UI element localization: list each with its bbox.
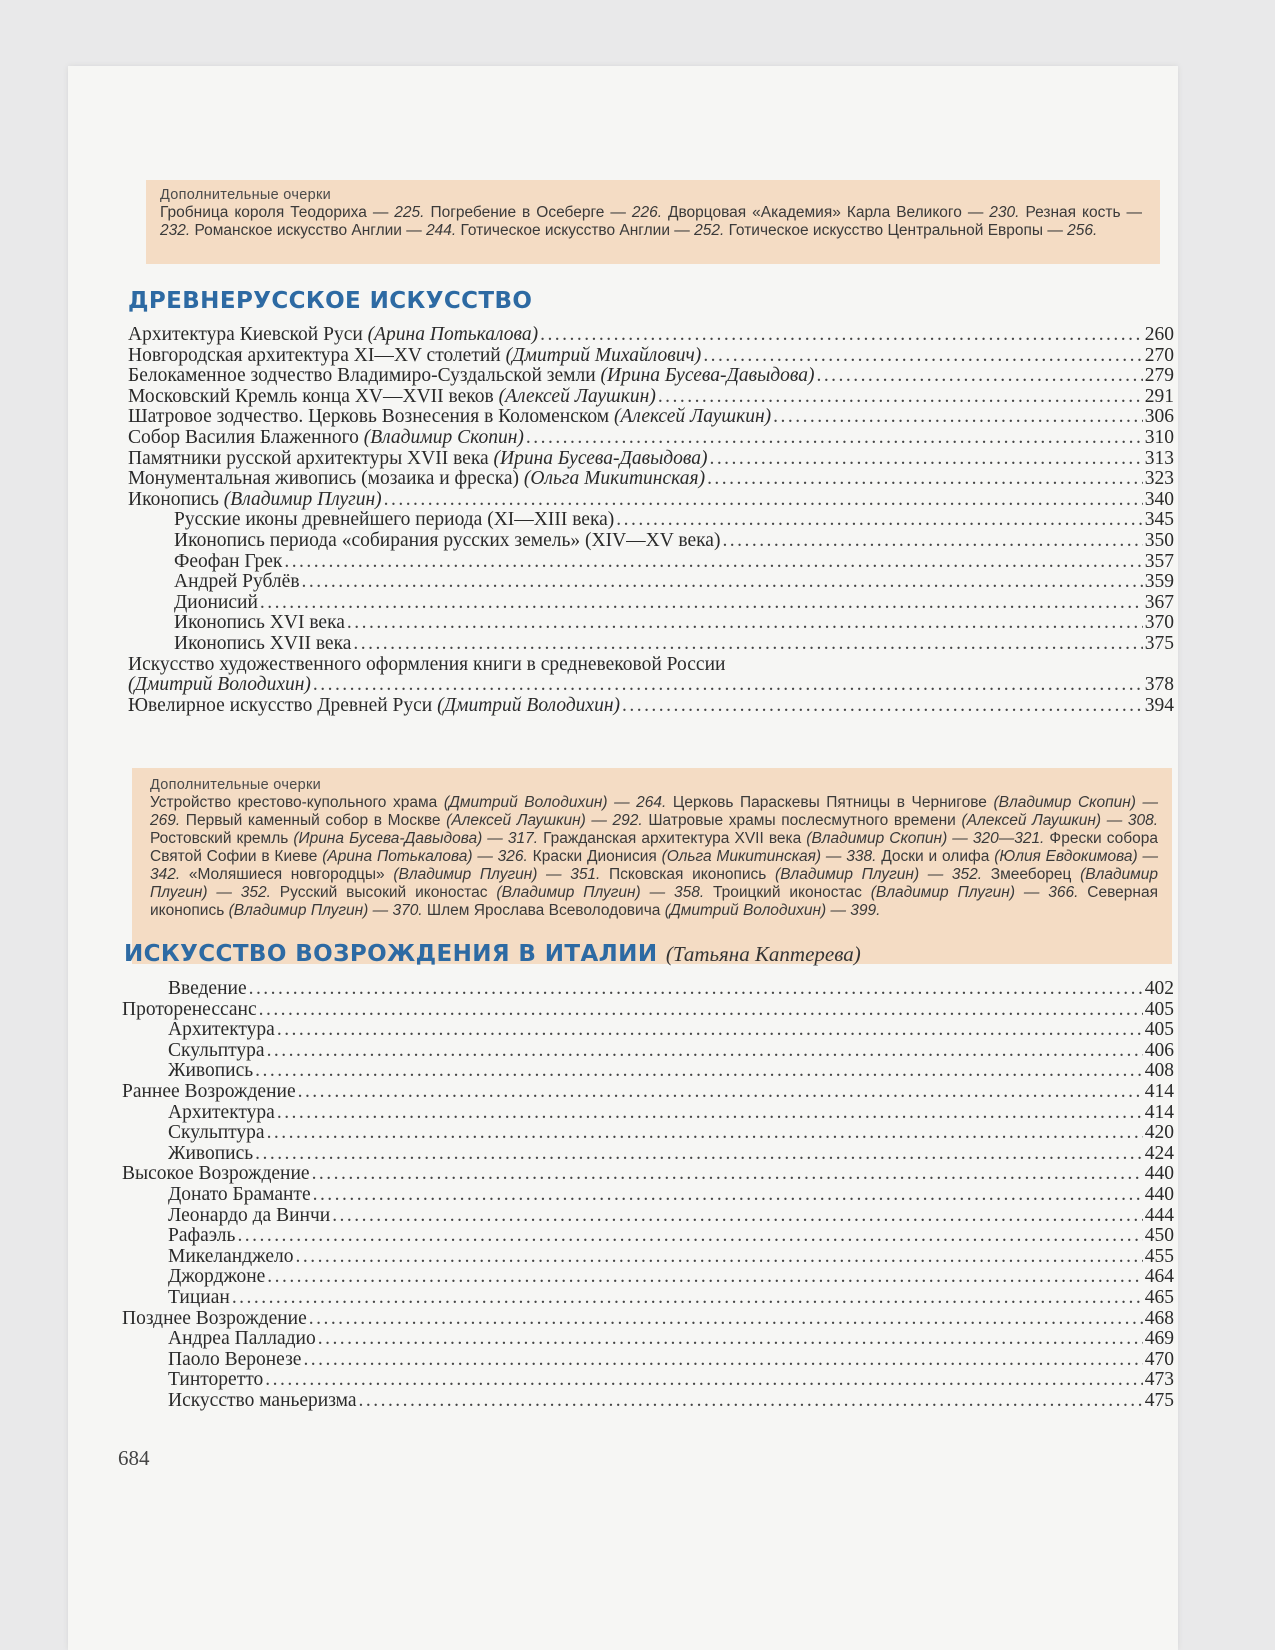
additional-essays-heading: Дополнительные очерки <box>150 777 321 793</box>
toc-italian-renaissance <box>122 979 1174 1411</box>
toc-subentry[interactable]: Дионисий . . . 367 <box>128 593 1174 614</box>
toc-page-number: 470 <box>1144 1348 1174 1370</box>
toc-page-number: 444 <box>1144 1204 1174 1226</box>
toc-subentry[interactable]: Паоло Веронезе . . . 470 <box>122 1350 1174 1371</box>
toc-subentry[interactable]: Тициан . . . 465 <box>122 1288 1174 1309</box>
toc-entry-line2[interactable]: (Дмитрий Володихин) . . . 378 <box>128 675 1174 696</box>
toc-page-number: 402 <box>1144 978 1174 999</box>
toc-entry[interactable]: Московский Кремль конца XV—XVII веков (Алексей Лаушкин) . . . 291 <box>128 387 1174 408</box>
toc-page-number: 420 <box>1144 1122 1174 1144</box>
toc-page-number: 279 <box>1144 365 1174 387</box>
toc-old-russian-art <box>128 325 1174 716</box>
additional-essays-heading: Дополнительные очерки <box>160 187 331 203</box>
toc-subentry[interactable]: Живопись . . . 408 <box>122 1061 1174 1082</box>
toc-page-number: 260 <box>1144 324 1174 345</box>
book-page <box>68 66 1178 1650</box>
toc-page-number: 405 <box>1144 998 1174 1020</box>
toc-page-number: 414 <box>1144 1101 1174 1123</box>
toc-subentry[interactable]: Тинторетто . . . 473 <box>122 1370 1174 1391</box>
toc-page-number: 440 <box>1144 1163 1174 1185</box>
toc-entry[interactable]: Шатровое зодчество. Церковь Вознесения в Коломенском (Алексей Лаушкин) . . . 306 <box>128 407 1174 428</box>
toc-entry[interactable]: Проторенессанс . . . 405 <box>122 1000 1174 1021</box>
toc-page-number: 370 <box>1144 612 1174 634</box>
essay-title: Дворцовая «Академия» Карла Великого — <box>662 204 990 221</box>
essay-page: 256. <box>1067 222 1098 239</box>
toc-page-number: 469 <box>1144 1328 1174 1350</box>
essay-page: 252. <box>694 222 725 239</box>
essay-page: 226. <box>631 204 663 221</box>
toc-subentry[interactable]: Джорджоне . . . 464 <box>122 1267 1174 1288</box>
toc-subentry[interactable]: Леонардо да Винчи . . . 444 <box>122 1206 1174 1227</box>
toc-page-number: 350 <box>1144 529 1174 551</box>
toc-page-number: 345 <box>1144 509 1174 531</box>
page-number: 684 <box>118 1446 150 1470</box>
toc-subentry[interactable]: Архитектура . . . 405 <box>122 1020 1174 1041</box>
section-title-text: ДРЕВНЕРУССКОЕ ИСКУССТВО <box>128 288 533 314</box>
toc-page-number: 367 <box>1144 591 1174 613</box>
toc-entry[interactable]: Белокаменное зодчество Владимиро-Суздальской земли (Ирина Бусева-Давыдова) . . . 279 <box>128 366 1174 387</box>
toc-subentry[interactable]: Скульптура . . . 420 <box>122 1123 1174 1144</box>
toc-page-number: 357 <box>1144 550 1174 572</box>
toc-entry[interactable]: Памятники русской архитектуры XVII века (Ирина Бусева-Давыдова) . . . 313 <box>128 449 1174 470</box>
toc-page-number: 465 <box>1144 1286 1174 1308</box>
toc-page-number: 378 <box>1144 674 1174 696</box>
toc-subentry[interactable]: Микеланджело . . . 455 <box>122 1247 1174 1268</box>
section-title-italian-renaissance <box>124 941 861 967</box>
toc-page-number: 424 <box>1144 1142 1174 1164</box>
toc-page-number: 473 <box>1144 1369 1174 1391</box>
toc-page-number: 310 <box>1144 426 1174 448</box>
toc-page-number: 450 <box>1144 1225 1174 1247</box>
toc-subentry[interactable]: Феофан Грек . . . 357 <box>128 552 1174 573</box>
toc-entry[interactable]: Новгородская архитектура XI—XV столетий (Дмитрий Михайлович) . . . 270 <box>128 346 1174 367</box>
toc-subentry[interactable]: Архитектура . . . 414 <box>122 1103 1174 1124</box>
essay-title: Погребение в Осеберге — <box>424 204 632 221</box>
essay-page: 244. <box>426 222 457 239</box>
additional-essays-box-1 <box>146 180 1160 264</box>
essay-page: 225. <box>394 204 425 221</box>
toc-page-number: 375 <box>1144 632 1174 654</box>
section-title-old-russian-art <box>128 288 532 314</box>
toc-subentry[interactable]: Скульптура . . . 406 <box>122 1041 1174 1062</box>
toc-subentry[interactable]: Андрей Рублёв . . . 359 <box>128 572 1174 593</box>
toc-page-number: 394 <box>1144 694 1174 716</box>
toc-page-number: 291 <box>1144 385 1174 407</box>
toc-subentry[interactable]: Искусство маньеризма . . . 475 <box>122 1391 1174 1412</box>
toc-page-number: 406 <box>1144 1039 1174 1061</box>
toc-subentry[interactable]: Иконопись периода «собирания русских земель» (XIV—XV века) . . . 350 <box>128 531 1174 552</box>
toc-entry[interactable]: Собор Василия Блаженного (Владимир Скопин) . . . 310 <box>128 428 1174 449</box>
toc-subentry[interactable]: Рафаэль . . . 450 <box>122 1226 1174 1247</box>
essay-title: Готическое искусство Центральной Европы — <box>724 222 1068 239</box>
toc-page-number: 475 <box>1144 1389 1174 1411</box>
toc-entry-line1[interactable]: Искусство художественного оформления книги в средневековой России <box>128 653 726 675</box>
essay-page: 230. <box>989 204 1020 221</box>
essay-title: Романское искусство Англии — <box>190 222 427 239</box>
toc-subentry[interactable]: Живопись . . . 424 <box>122 1144 1174 1165</box>
toc-subentry[interactable]: Русские иконы древнейшего периода (XI—XIII века) . . . 345 <box>128 510 1174 531</box>
toc-page-number: 405 <box>1144 1019 1174 1041</box>
section-author: (Татьяна Каптерева) <box>665 942 861 966</box>
toc-page-number: 468 <box>1144 1307 1174 1329</box>
toc-page-number: 414 <box>1144 1080 1174 1102</box>
additional-essays-box-2 <box>132 768 1172 964</box>
additional-essays-text: Устройство крестово-купольного храма (Дмитрий Володихин) — 264. Церковь Параскевы Пятницы в Чернигове (Владимир Скопин) — 269. Первый каменный собор в Москве (Алексей Лаушкин) — 292. Шатровые храмы послесмутного времени (Алексей Лаушкин) — 308. Ростовский кремль (Ирина Бусева-Давыдова) — 317. Гражданская архитектура XVII века (Владимир Скопин) — 320—321. Фрески собора Святой Софии в Киеве (Арина Потькалова) — 326. Краски Дионисия (Ольга Микитинская) — 338. Доски и олифа (Юлия Евдокимова) — 342. «Моляшиеся новгородцы» (Владимир Плугин) — 351. Псковская иконопись (Владимир Плугин) — 352. Змееборец (Владимир Плугин) — 352. Русский высокий иконостас (Владимир Плугин) — 358. Троицкий иконостас (Владимир Плугин) — 366. Северная иконопись (Владимир Плугин) — 370. Шлем Ярослава Всеволодовича (Дмитрий Володихин) — 399. <box>150 794 1159 919</box>
toc-page-number: 306 <box>1144 406 1174 428</box>
toc-page-number: 313 <box>1144 447 1174 469</box>
toc-page-number: 270 <box>1144 344 1174 366</box>
essay-title: Готическое искусство Англии — <box>456 222 695 239</box>
additional-essays-text <box>160 204 1142 240</box>
toc-page-number: 455 <box>1144 1245 1174 1267</box>
essay-title: Резная кость — <box>1019 204 1142 221</box>
toc-subentry[interactable]: Андреа Палладио . . . 469 <box>122 1329 1174 1350</box>
toc-entry[interactable]: Монументальная живопись (мозаика и фреска) (Ольга Микитинская) . . . 323 <box>128 469 1174 490</box>
toc-page-number: 359 <box>1144 571 1174 593</box>
toc-page-number: 408 <box>1144 1060 1174 1082</box>
toc-page-number: 323 <box>1144 468 1174 490</box>
toc-subentry[interactable]: Иконопись XVI века . . . 370 <box>128 613 1174 634</box>
toc-subentry[interactable]: Иконопись XVII века . . . 375 <box>128 634 1174 655</box>
toc-page-number: 440 <box>1144 1183 1174 1205</box>
section-title-text: ИСКУССТВО ВОЗРОЖДЕНИЯ В ИТАЛИИ <box>124 941 658 967</box>
toc-entry[interactable]: Позднее Возрождение . . . 468 <box>122 1309 1174 1330</box>
essay-page: 232. <box>160 222 191 239</box>
toc-page-number: 340 <box>1144 488 1174 510</box>
toc-subentry[interactable]: Введение . . . 402 <box>122 979 1174 1000</box>
toc-entry[interactable]: Иконопись (Владимир Плугин) . . . 340 <box>128 490 1174 511</box>
toc-page-number: 464 <box>1144 1266 1174 1288</box>
toc-entry[interactable]: Ювелирное искусство Древней Руси (Дмитрий Володихин) . . . 394 <box>128 696 1174 717</box>
toc-subentry[interactable]: Донато Браманте . . . 440 <box>122 1185 1174 1206</box>
toc-entry[interactable]: Раннее Возрождение . . . 414 <box>122 1082 1174 1103</box>
essay-title: Гробница короля Теодориха — <box>160 204 395 221</box>
toc-entry[interactable]: Архитектура Киевской Руси (Арина Потькалова) . . . 260 <box>128 325 1174 346</box>
toc-entry[interactable]: Высокое Возрождение . . . 440 <box>122 1164 1174 1185</box>
